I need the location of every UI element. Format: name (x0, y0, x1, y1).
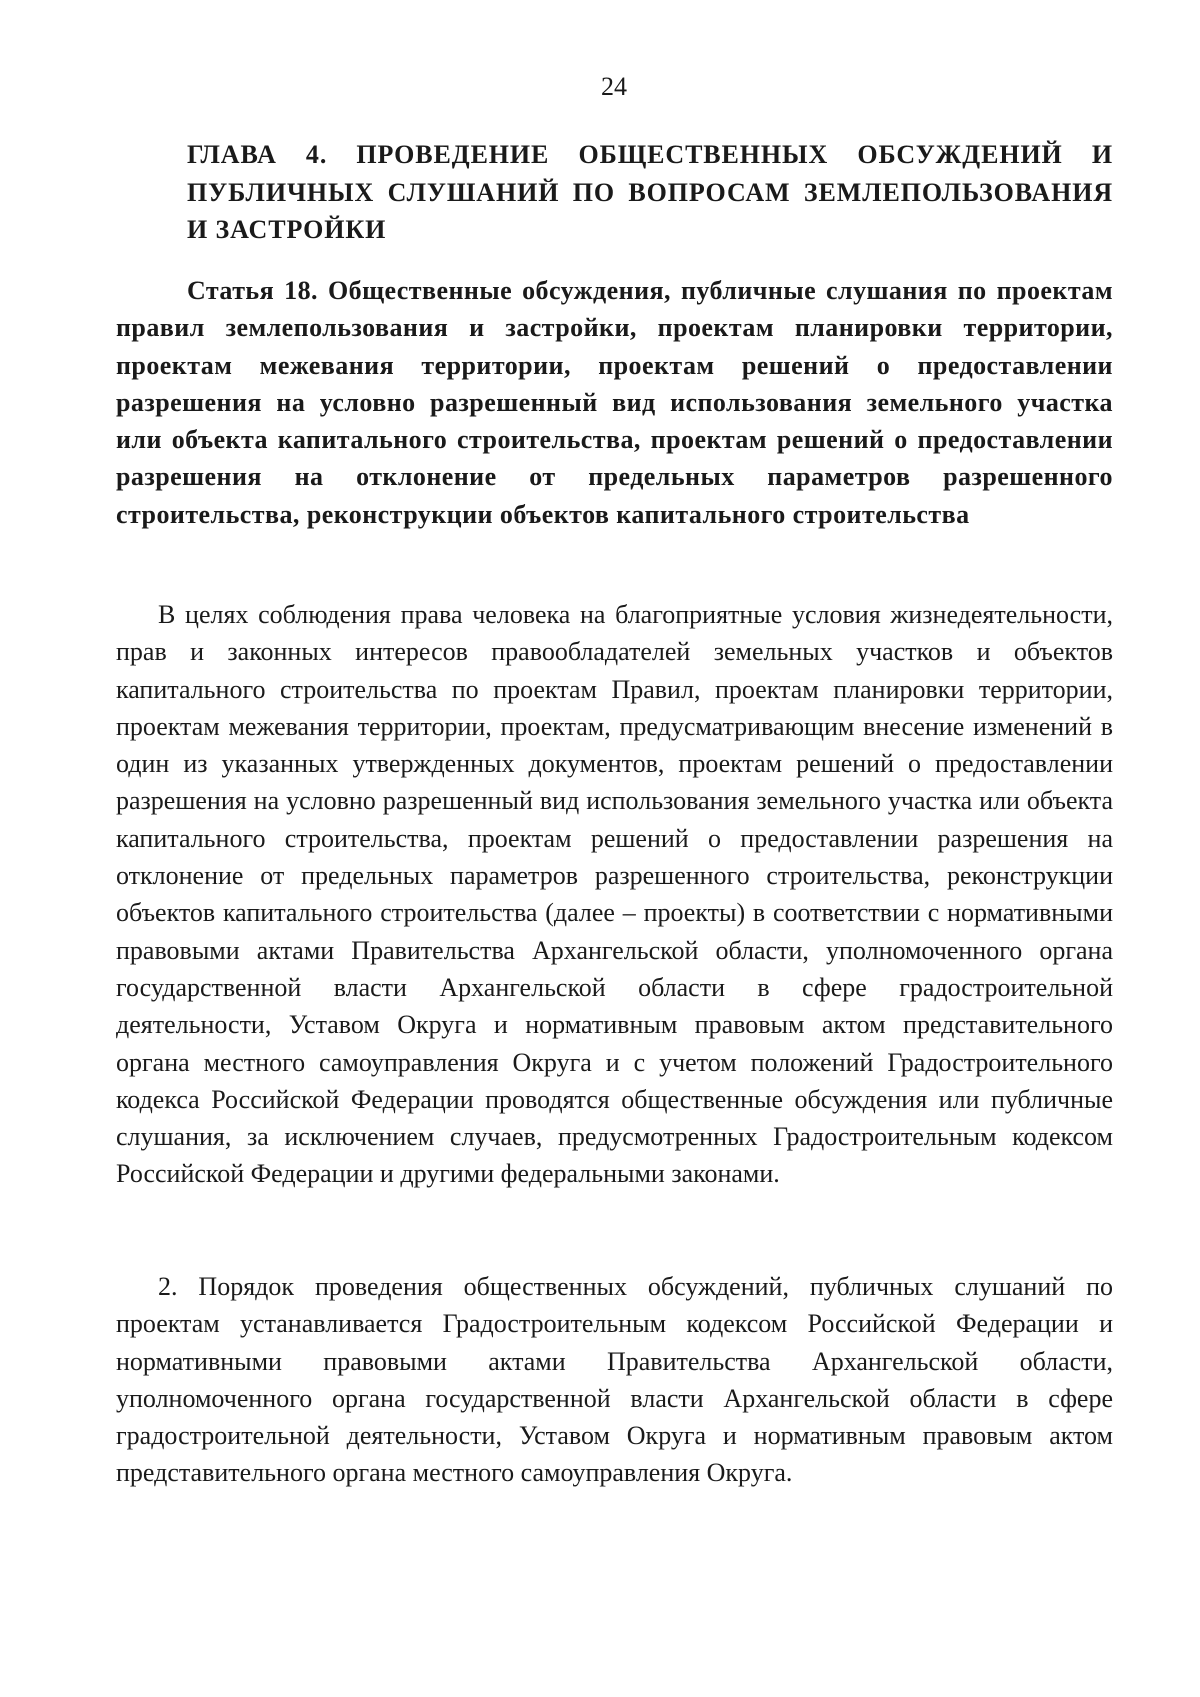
chapter-title: ГЛАВА 4. ПРОВЕДЕНИЕ ОБЩЕСТВЕННЫХ ОБСУЖДЕНИЙ И ПУБЛИЧНЫХ СЛУШАНИЙ ПО ВОПРОСАМ ЗЕМЛЕПОЛЬЗОВАНИЯ И ЗАСТРОЙКИ (187, 140, 1113, 244)
body-paragraph: В целях соблюдения права человека на благоприятные условия жизнедеятельности, прав и законных интересов правообладателей земельных участков и объектов капитального строительства по проектам Правил, проектам планировки территории, проектам межевания территории, проектам, предусматривающим внесение изменений в один из указанных утвержденных документов, проектам решений о предоставлении разрешения на условно разрешенный вид использования земельного участка или объекта капитального строительства, проектам решений о предоставлении разрешения на отклонение от предельных параметров разрешенного строительства, реконструкции объектов капитального строительства (далее – проекты) в соответствии с нормативными правовыми актами Правительства Архангельской области, уполномоченного органа государственной власти Архангельской области в сфере градостроительной деятельности, Уставом Округа и нормативным правовым актом представительного органа местного самоуправления Округа и с учетом положений Градостроительного кодекса Российской Федерации проводятся общественные обсуждения или публичные слушания, за исключением случаев, предусмотренных Градостроительным кодексом Российской Федерации и другими федеральными законами. (116, 600, 1113, 1189)
page-number: 24 (601, 72, 627, 101)
body-paragraph: 2. Порядок проведения общественных обсуждений, публичных слушаний по проектам устанавливается Градостроительным кодексом Российской Федерации и нормативными правовыми актами Правительства Архангельской области, уполномоченного органа государственной власти Архангельской области в сфере градостроительной деятельности, Уставом Округа и нормативным правовым актом представительного органа местного самоуправления Округа. (116, 1272, 1113, 1488)
article-title: Статья 18. Общественные обсуждения, публичные слушания по проектам правил землепользования и застройки, проектам планировки территории, проектам межевания территории, проектам решений о предоставлении разрешения на условно разрешенный вид использования земельного участка или объекта капитального строительства, проектам решений о предоставлении разрешения на отклонение от предельных параметров разрешенного строительства, реконструкции объектов капитального строительства (116, 276, 1113, 529)
